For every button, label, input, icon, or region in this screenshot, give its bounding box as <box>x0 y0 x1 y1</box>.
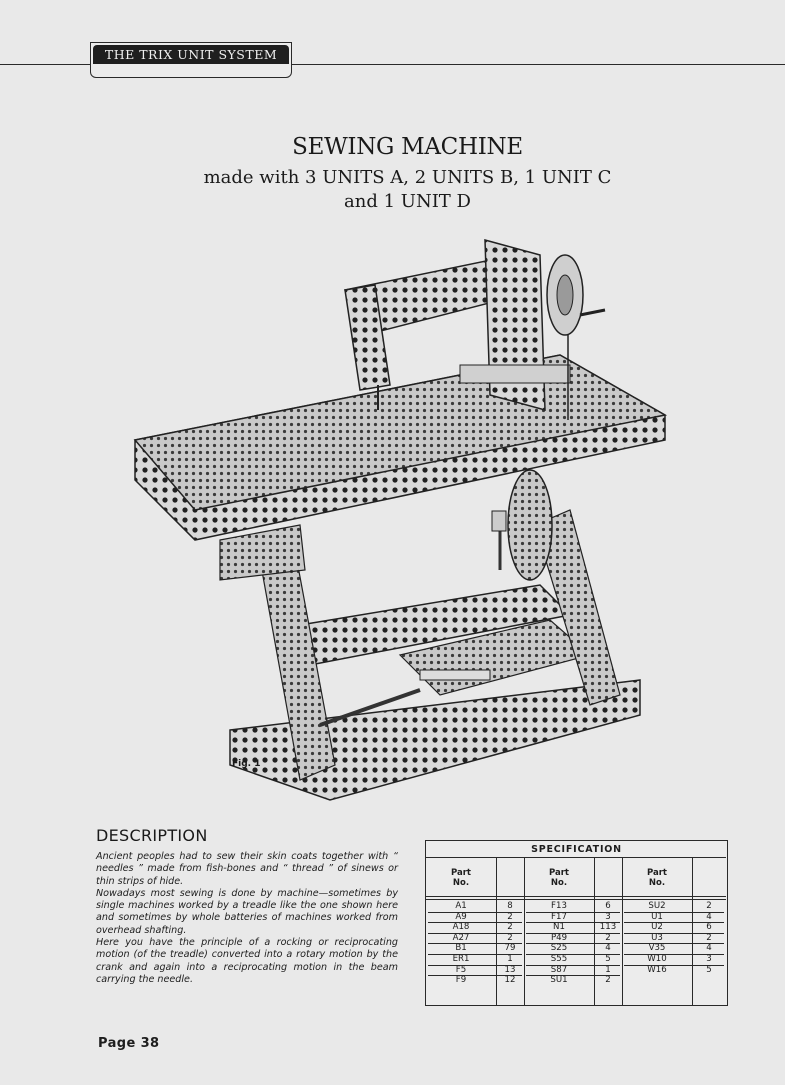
table-cell-part: F9 <box>455 975 467 986</box>
table-cell-part: A1 <box>455 901 467 911</box>
table-cell-qty: 2 <box>507 911 513 922</box>
table-cell-part: A9 <box>455 911 467 922</box>
table-cell-part: S25 <box>550 943 568 954</box>
description-paragraph: Ancient peoples had to sew their skin coats together with “ needles ” made from fish-bones and “ thread ” of sinews or thin strips of hide. <box>96 851 398 887</box>
table-cell-qty: 3 <box>605 911 611 922</box>
table-rule <box>426 857 726 858</box>
table-cell-part: A18 <box>452 922 470 933</box>
table-cell-part: V35 <box>648 943 666 954</box>
table-cell-qty: 1 <box>507 954 513 964</box>
table-cell-qty: 3 <box>706 954 712 964</box>
table-cell-part: F17 <box>551 911 567 922</box>
description-body <box>96 851 398 986</box>
description-paragraph: Nowadays most sewing is done by machine—sometimes by single machines worked by a treadle like the one shown here and sometimes by whole batteries of machines worked from overhead shafting. <box>96 887 398 936</box>
table-cell-qty: 4 <box>706 911 712 922</box>
table-cell-qty: 2 <box>605 975 611 986</box>
table-cell-qty: 12 <box>504 975 516 986</box>
table-cell-qty: 2 <box>507 922 513 933</box>
sewing-machine-illustration <box>120 225 680 810</box>
table-column-header: Part No. <box>549 868 569 888</box>
table-cell-qty: 5 <box>706 964 712 975</box>
table-cell-part: B1 <box>455 943 467 954</box>
specification-title: SPECIFICATION <box>531 844 622 855</box>
table-cell-part: S55 <box>550 954 568 964</box>
table-column-header: Part No. <box>647 868 667 888</box>
page-title: SEWING MACHINE <box>292 134 523 160</box>
table-cell-part: F5 <box>455 964 467 975</box>
table-cell-part: SU1 <box>550 975 568 986</box>
figure-caption: Fig. 1 <box>232 759 261 769</box>
table-cell-qty: 4 <box>706 943 712 954</box>
table-cell-part: U3 <box>651 932 663 943</box>
table-cell-qty: 113 <box>599 922 617 933</box>
table-cell-part: U2 <box>651 922 663 933</box>
table-cell-part: A27 <box>452 932 470 943</box>
table-cell-part: S87 <box>550 964 568 975</box>
table-cell-part: SU2 <box>648 901 666 911</box>
page-subtitle-line2: and 1 UNIT D <box>344 191 471 212</box>
table-cell-qty: 1 <box>605 964 611 975</box>
table-rule <box>426 899 726 900</box>
table-cell-qty: 5 <box>605 954 611 964</box>
table-cell-qty: 8 <box>507 901 513 911</box>
table-cell-qty: 2 <box>706 932 712 943</box>
table-cell-qty: 4 <box>605 943 611 954</box>
table-cell-part: ER1 <box>452 954 470 964</box>
table-cell-qty: 2 <box>605 932 611 943</box>
table-cell-part: W16 <box>647 964 667 975</box>
table-cell-qty: 2 <box>507 932 513 943</box>
table-rule <box>426 896 726 897</box>
table-cell-qty: 6 <box>706 922 712 933</box>
table-cell-part: U1 <box>651 911 663 922</box>
table-cell-part: P49 <box>550 932 568 943</box>
table-cell-qty: 2 <box>706 901 712 911</box>
table-cell-part: W10 <box>647 954 667 964</box>
description-paragraph: Here you have the principle of a rocking or reciprocating motion (of the treadle) converted into a rotary motion by the crank and again into a reciprocating motion in the beam carrying the needle. <box>96 937 398 985</box>
table-column-header: Part No. <box>451 868 471 888</box>
table-cell-part: N1 <box>553 922 565 933</box>
page-number: Page 38 <box>98 1036 160 1051</box>
page-subtitle-line1: made with 3 UNITS A, 2 UNITS B, 1 UNIT C <box>203 167 612 188</box>
specification-table <box>425 840 728 1006</box>
table-cell-qty: 6 <box>605 901 611 911</box>
header-tab-label: THE TRIX UNIT SYSTEM <box>93 45 289 64</box>
table-cell-qty: 13 <box>504 964 516 975</box>
table-cell-part: F13 <box>551 901 567 911</box>
description-heading: DESCRIPTION <box>96 826 208 845</box>
table-cell-qty: 79 <box>504 943 516 954</box>
